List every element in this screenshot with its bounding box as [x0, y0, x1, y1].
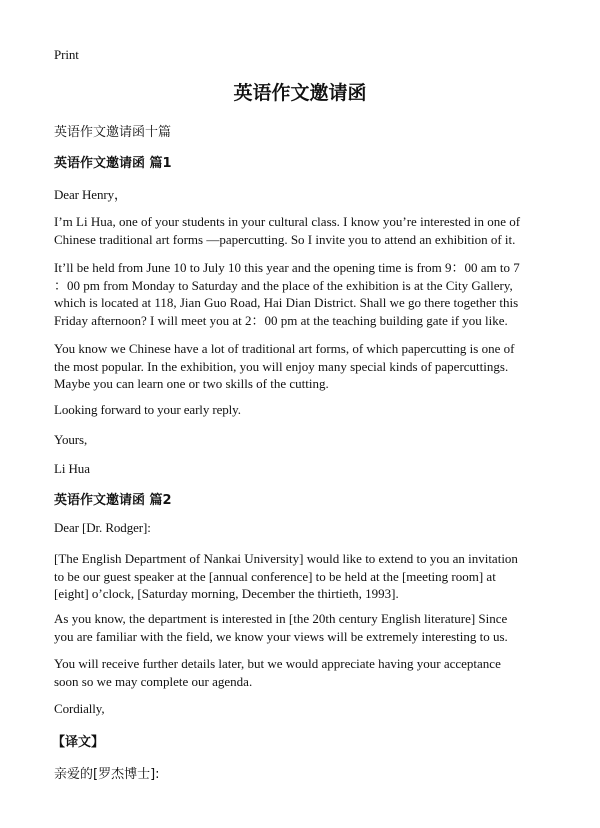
paragraph-line: Maybe you can learn one or two skills of the cutting.	[54, 376, 329, 391]
paragraph-line: As you know, the department is interested in [the 20th century English literature] Since	[54, 611, 508, 626]
paragraph-line: [eight] o’clock, [Saturday morning, December the thirtieth, 1993].	[54, 586, 399, 601]
paragraph-line: Friday afternoon? I will meet you at 2：00 pm at the teaching building gate if you like.	[54, 312, 508, 328]
letter1-paragraph-2	[54, 259, 548, 329]
paragraph-line: soon so we may complete our agenda.	[54, 673, 253, 689]
letter1-heading: 英语作文邀请函 篇1	[54, 156, 172, 171]
document-subtitle: 英语作文邀请函十篇	[54, 125, 172, 140]
letter2-signoff: Cordially,	[54, 701, 105, 716]
letter1-signoff: Yours,	[54, 432, 88, 447]
letter2-paragraph-2	[54, 610, 548, 645]
paragraph-line: the most popular. In the exhibition, you will enjoy many special kinds of papercuttings.	[54, 358, 509, 374]
paragraph-line: to be our guest speaker at the [annual conference] to be held at the [meeting room] at	[54, 568, 496, 584]
paragraph-line: It’ll be held from June 10 to July 10 this year and the opening time is from 9：00 am to 7	[54, 260, 520, 275]
paragraph-line: which is located at 118, Jian Guo Road, Hai Dian District. Shall we go there together this	[54, 295, 519, 310]
paragraph-line: You will receive further details later, but we would appreciate having your acceptance	[54, 656, 501, 671]
print-link[interactable]: Print	[54, 47, 79, 62]
letter1-paragraph-3	[54, 340, 548, 393]
paragraph-line: you are familiar with the field, we know your views will be extremely interesting to us.	[54, 628, 508, 644]
paragraph-line: [The English Department of Nankai University] would like to extend to you an invitation	[54, 551, 518, 566]
document-title: 英语作文邀请函	[233, 82, 367, 104]
letter1-signature: Li Hua	[54, 461, 90, 476]
letter1-closing: Looking forward to your early reply.	[54, 402, 241, 417]
translation-greeting: 亲爱的[罗杰博士]:	[54, 767, 160, 782]
paragraph-line: I’m Li Hua, one of your students in your cultural class. I know you’re interested in one of	[54, 214, 521, 229]
letter2-paragraph-1	[54, 550, 548, 603]
paragraph-line: You know we Chinese have a lot of traditional art forms, of which papercutting is one of	[54, 341, 515, 356]
letter1-greeting: Dear Henry，	[54, 187, 127, 202]
paragraph-line: ：00 pm from Monday to Saturday and the place of the exhibition is at the City Gallery,	[54, 277, 513, 293]
paragraph-line: Chinese traditional art forms —papercutting. So I invite you to attend an exhibition of it.	[54, 231, 516, 247]
letter2-greeting: Dear [Dr. Rodger]:	[54, 520, 151, 535]
letter1-paragraph-1	[54, 213, 548, 248]
letter2-paragraph-3	[54, 655, 548, 690]
translation-label: 【译文】	[52, 735, 105, 750]
letter2-heading: 英语作文邀请函 篇2	[54, 493, 172, 508]
